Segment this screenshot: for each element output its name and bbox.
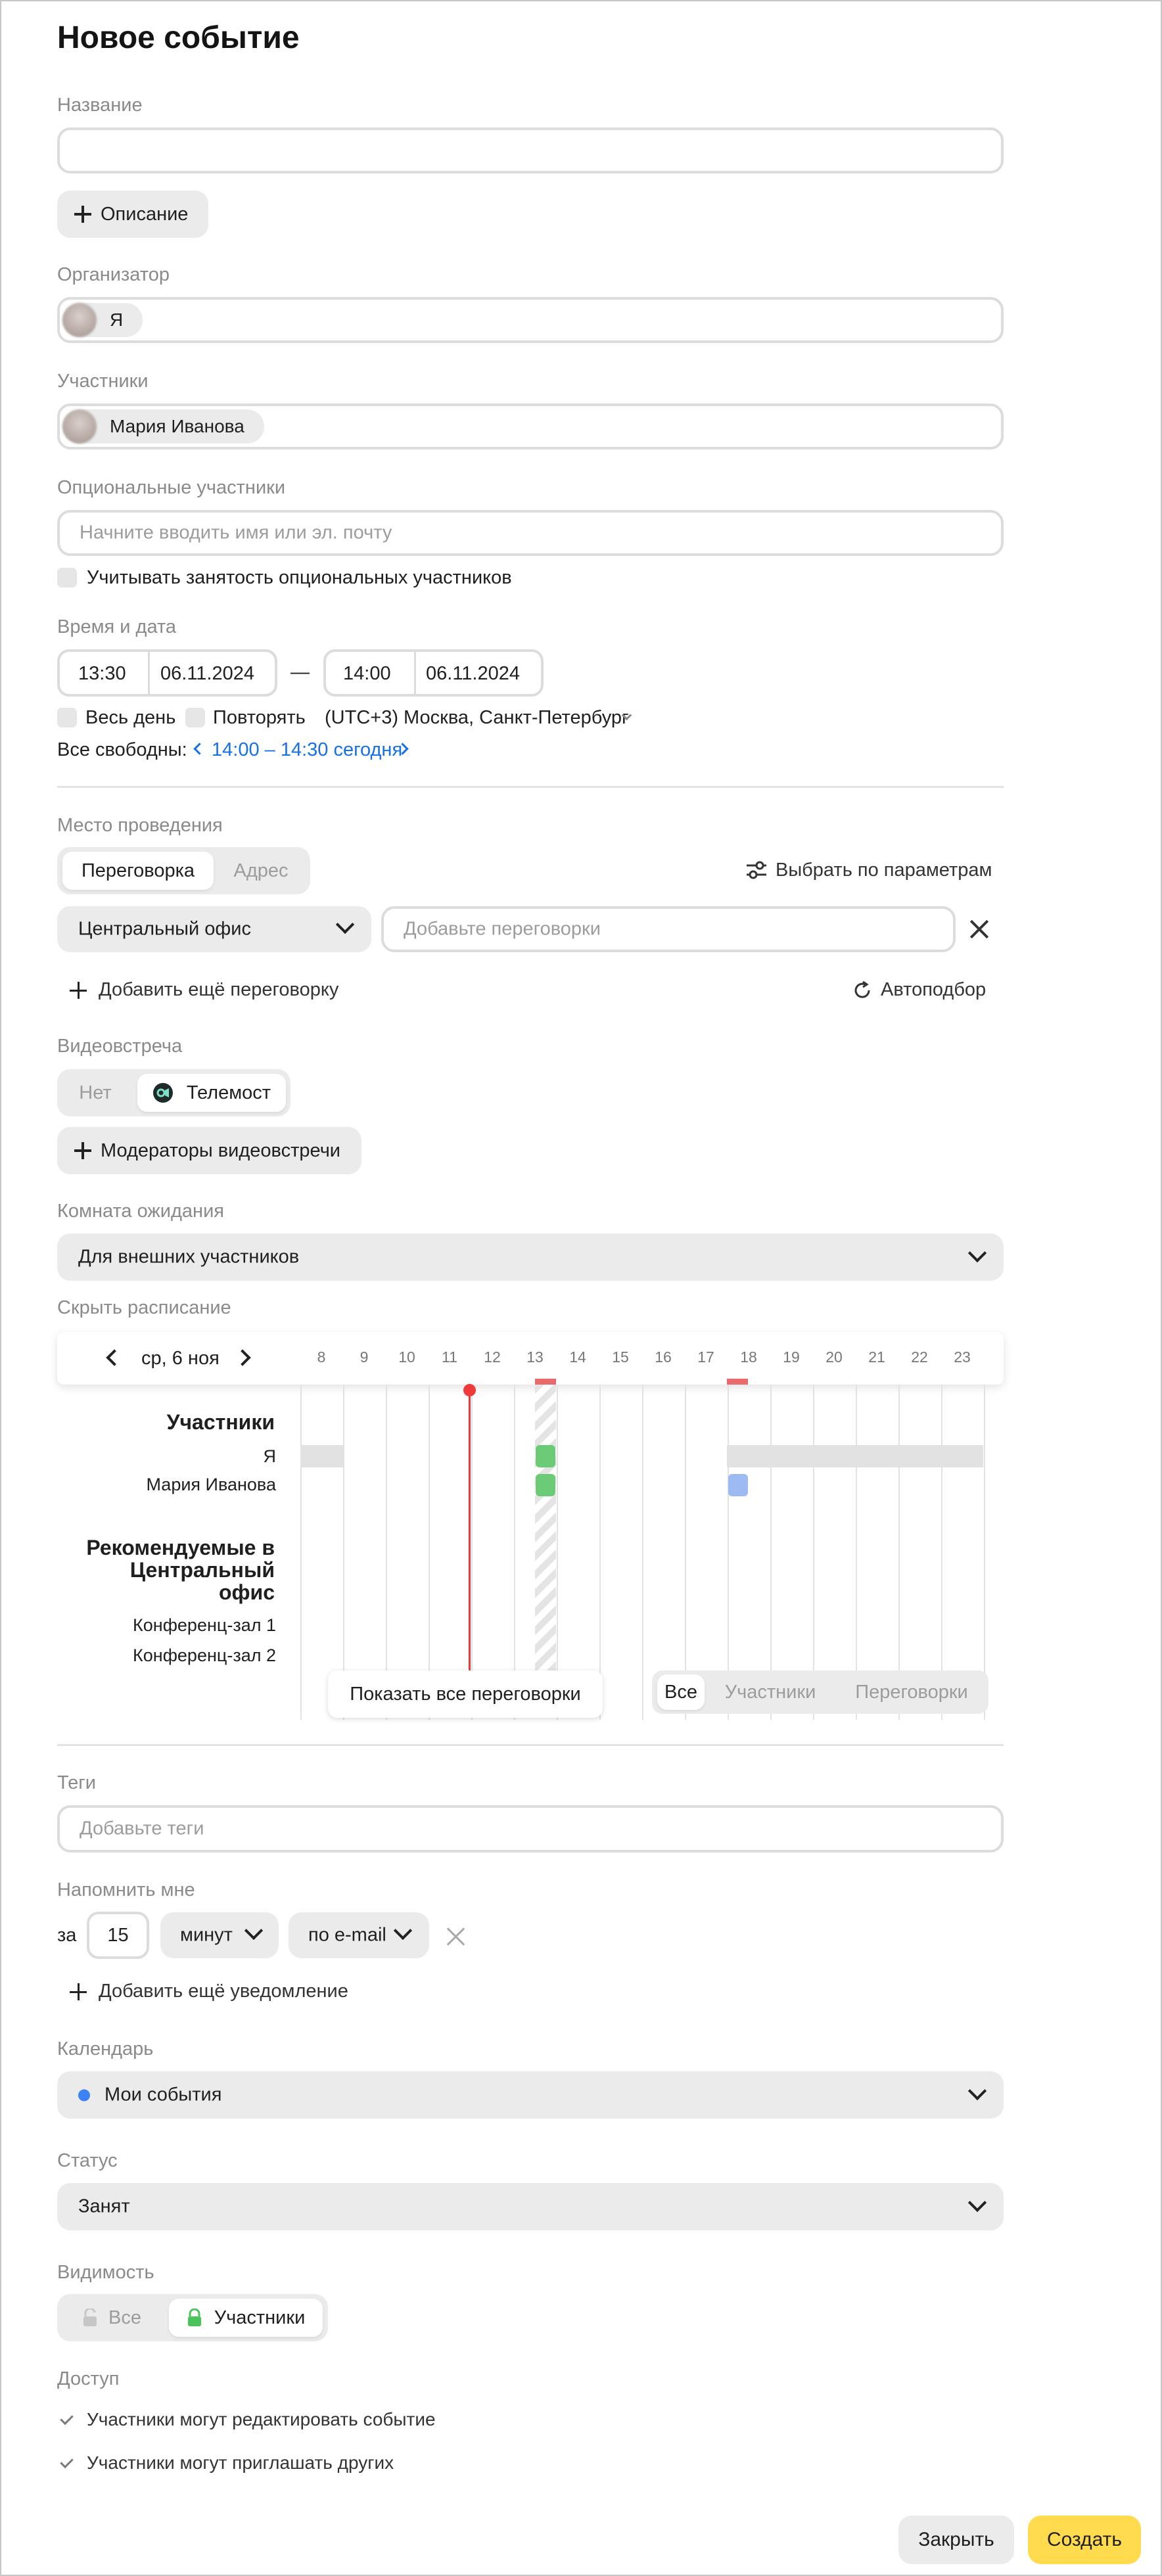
hour-tick-label: 18 (740, 1348, 757, 1366)
grid-line (984, 1385, 985, 1720)
waiting-room-select[interactable] (57, 1233, 1004, 1281)
hour-tick-label: 16 (655, 1348, 672, 1366)
avatar (62, 303, 97, 337)
tab-meeting-room[interactable]: Переговорка (62, 852, 214, 890)
reminder-unit-select[interactable] (160, 1912, 279, 1958)
participant-chip-label: Мария Иванова (110, 416, 244, 436)
rooms-placeholder: Добавьте переговорки (404, 918, 601, 940)
chevron-down-icon (394, 1921, 412, 1940)
lock-icon (187, 2309, 202, 2327)
schedule-row-room-1: Конференц-зал 1 (133, 1615, 276, 1635)
waiting-room-label: Комната ожидания (57, 1201, 224, 1222)
grid-line (343, 1385, 344, 1720)
schedule-row-maria: Мария Иванова (146, 1475, 276, 1494)
organizer-chip[interactable] (62, 303, 143, 337)
hour-tick-label: 10 (398, 1348, 415, 1366)
visibility-option-participants-label: Участники (214, 2307, 306, 2328)
repeat-label: Повторять (213, 707, 306, 728)
hour-tick-label: 17 (697, 1348, 714, 1366)
access-invite-label: Участники могут приглашать других (87, 2452, 394, 2473)
selected-slot-column (535, 1385, 556, 1674)
participants-label: Участники (57, 371, 149, 392)
chevron-down-icon (336, 915, 354, 934)
repeat-checkbox[interactable] (185, 708, 205, 727)
optional-participants-input[interactable] (57, 510, 1004, 556)
reminder-amount-input[interactable]: 15 (87, 1912, 149, 1959)
end-time-input[interactable]: 14:00 (343, 663, 391, 684)
schedule-toggle-link[interactable]: Скрыть расписание (57, 1297, 231, 1318)
optional-busy-checkbox[interactable] (57, 568, 77, 587)
schedule-row-room-2: Конференц-зал 2 (133, 1645, 276, 1665)
grid-line (728, 1385, 729, 1720)
start-date-input[interactable]: 06.11.2024 (160, 663, 254, 684)
video-moderators-label: Модераторы видеовстречи (101, 1139, 341, 1161)
calendar-label: Календарь (57, 2038, 154, 2059)
event-slot (536, 1445, 555, 1467)
location-label: Место проведения (57, 815, 223, 836)
start-datetime-divider (148, 652, 150, 694)
busy-marker (727, 1379, 748, 1385)
time-range-dash: — (290, 662, 310, 683)
calendar-value (78, 2084, 221, 2106)
grid-line (300, 1385, 302, 1720)
reminder-channel-select[interactable] (289, 1912, 429, 1958)
datetime-label: Время и дата (57, 616, 177, 637)
add-room-button[interactable] (70, 979, 338, 1001)
schedule-date: ср, 6 ноя (141, 1348, 220, 1369)
calendar-value-label: Мои события (105, 2084, 222, 2105)
grid-line (856, 1385, 857, 1720)
hour-tick-label: 13 (526, 1348, 544, 1366)
create-button[interactable]: Создать (1028, 2516, 1141, 2564)
grid-line (599, 1385, 601, 1720)
add-reminder-button[interactable] (70, 1981, 348, 2002)
grid-line (685, 1385, 686, 1720)
hour-tick-label: 19 (783, 1348, 800, 1366)
status-select[interactable] (57, 2183, 1004, 2230)
grid-line (813, 1385, 814, 1720)
grid-line (471, 1385, 473, 1720)
hour-tick-label: 23 (954, 1348, 971, 1366)
calendar-select[interactable] (57, 2071, 1004, 2119)
plus-icon (70, 982, 87, 999)
organizer-field[interactable] (57, 297, 1004, 343)
current-time-line (469, 1389, 471, 1718)
all-day-label: Весь день (85, 707, 176, 728)
hour-tick-label: 20 (825, 1348, 843, 1366)
grid-line (386, 1385, 387, 1720)
add-description-button[interactable] (57, 191, 208, 238)
hour-tick-label: 21 (868, 1348, 885, 1366)
calendar-color-dot (78, 2089, 90, 2101)
optional-participants-label: Опциональные участники (57, 477, 286, 498)
close-icon[interactable] (969, 919, 990, 940)
grid-line (770, 1385, 772, 1720)
all-free-label: Все свободны: (57, 739, 187, 760)
waiting-room-value: Для внешних участников (78, 1246, 300, 1268)
chevron-left-icon[interactable] (193, 743, 205, 754)
chevron-down-icon (968, 1244, 987, 1262)
chevron-down-icon (244, 1921, 263, 1940)
event-slot (728, 1474, 748, 1496)
plus-icon (70, 1983, 87, 2000)
unlock-icon (82, 2309, 98, 2327)
remove-reminder-icon[interactable] (446, 1926, 467, 1947)
add-room-label: Добавить ещё переговорку (99, 979, 339, 1000)
video-option-none[interactable]: Нет (79, 1082, 112, 1103)
participant-chip[interactable] (62, 409, 264, 444)
video-option-telemost-label: Телемост (186, 1082, 271, 1103)
visibility-label: Видимость (57, 2262, 154, 2283)
add-reminder-label: Добавить ещё уведомление (99, 1981, 348, 2002)
auto-pick-button[interactable] (852, 979, 986, 1001)
access-edit-checkbox[interactable] (57, 2410, 77, 2429)
grid-line (429, 1385, 430, 1720)
tags-placeholder: Добавьте теги (80, 1818, 204, 1839)
grid-line (514, 1385, 515, 1720)
tags-input[interactable] (57, 1805, 1004, 1852)
hour-tick-label: 9 (360, 1348, 369, 1366)
busy-block (727, 1445, 983, 1467)
location-type-switch (57, 847, 310, 894)
status-value: Занят (78, 2196, 130, 2217)
close-button[interactable]: Закрыть (898, 2516, 1014, 2564)
schedule-filter-switch (652, 1670, 988, 1714)
timezone-select[interactable]: (UTC+3) Москва, Санкт-Петербург (325, 707, 629, 728)
filter-parameters-label: Выбрать по параметрам (776, 859, 992, 881)
telemost-icon (152, 1082, 174, 1103)
divider (57, 786, 1004, 788)
plus-icon (74, 1142, 91, 1159)
hour-tick-label: 8 (317, 1348, 326, 1366)
schedule-recommended-header: Рекомендуемые в Центральный офис (86, 1536, 275, 1604)
avatar (62, 409, 97, 444)
current-time-dot (463, 1384, 476, 1396)
end-date-input[interactable]: 06.11.2024 (426, 663, 520, 684)
free-slot-link[interactable]: 14:00 – 14:30 сегодня (212, 739, 403, 760)
access-edit-label: Участники могут редактировать событие (87, 2409, 436, 2429)
office-select-value: Центральный офис (78, 918, 251, 940)
grid-line (941, 1385, 942, 1720)
grid-line (557, 1385, 558, 1720)
visibility-option-all-label: Все (108, 2307, 141, 2328)
access-invite-checkbox[interactable] (57, 2453, 77, 2473)
grid-line (642, 1385, 643, 1720)
start-time-input[interactable]: 13:30 (78, 663, 126, 684)
visibility-option-all[interactable] (62, 2299, 161, 2337)
auto-pick-label: Автоподбор (881, 979, 987, 1000)
hour-tick-label: 14 (569, 1348, 586, 1366)
reminder-prefix: за (57, 1925, 77, 1946)
rooms-input[interactable] (381, 906, 956, 952)
video-moderators-button[interactable] (57, 1127, 361, 1174)
visibility-option-participants[interactable] (169, 2299, 323, 2337)
reminder-channel-value: по e-mail (308, 1924, 386, 1946)
hour-tick-label: 22 (911, 1348, 928, 1366)
show-all-rooms-button[interactable]: Показать все переговорки (328, 1670, 603, 1718)
video-option-telemost[interactable] (137, 1074, 286, 1112)
name-input[interactable] (57, 127, 1004, 173)
busy-block (300, 1445, 343, 1467)
schedule-participants-header: Участники (166, 1410, 275, 1434)
refresh-icon (852, 980, 873, 1001)
busy-marker (535, 1379, 556, 1385)
all-day-checkbox[interactable] (57, 708, 77, 727)
schedule-filter-rooms[interactable]: Переговорки (855, 1681, 968, 1703)
tab-address[interactable]: Адрес (233, 860, 289, 881)
name-label: Название (57, 95, 143, 116)
plus-icon (74, 206, 91, 223)
reminder-label: Напомнить мне (57, 1879, 195, 1900)
organizer-label: Организатор (57, 264, 170, 285)
sliders-icon (745, 859, 768, 881)
hour-tick-label: 11 (442, 1348, 457, 1366)
visibility-switch (57, 2294, 328, 2341)
status-label: Статус (57, 2150, 118, 2171)
participants-field[interactable] (57, 403, 1004, 449)
optional-participants-placeholder: Начните вводить имя или эл. почту (80, 522, 392, 543)
optional-busy-checkbox-label: Учитывать занятость опциональных участников (87, 567, 512, 588)
page-title: Новое событие (57, 20, 300, 55)
hour-tick-label: 12 (484, 1348, 501, 1366)
reminder-unit-value: минут (180, 1924, 233, 1946)
schedule-filter-all[interactable]: Все (657, 1674, 705, 1710)
event-slot (536, 1474, 555, 1496)
schedule-filter-participants[interactable]: Участники (724, 1681, 816, 1703)
office-select[interactable] (57, 906, 371, 952)
tags-label: Теги (57, 1772, 96, 1793)
access-label: Доступ (57, 2368, 120, 2389)
end-datetime-divider (414, 652, 416, 694)
hour-tick-label: 15 (612, 1348, 629, 1366)
chevron-down-icon (968, 2082, 987, 2100)
video-label: Видеовстреча (57, 1036, 183, 1057)
divider (57, 1744, 1004, 1746)
filter-parameters-button[interactable] (745, 859, 992, 881)
chevron-down-icon (968, 2194, 987, 2212)
organizer-chip-label: Я (110, 310, 124, 330)
add-description-label: Описание (101, 203, 189, 225)
video-switch (57, 1069, 290, 1116)
grid-line (898, 1385, 900, 1720)
schedule-row-me: Я (263, 1446, 276, 1466)
